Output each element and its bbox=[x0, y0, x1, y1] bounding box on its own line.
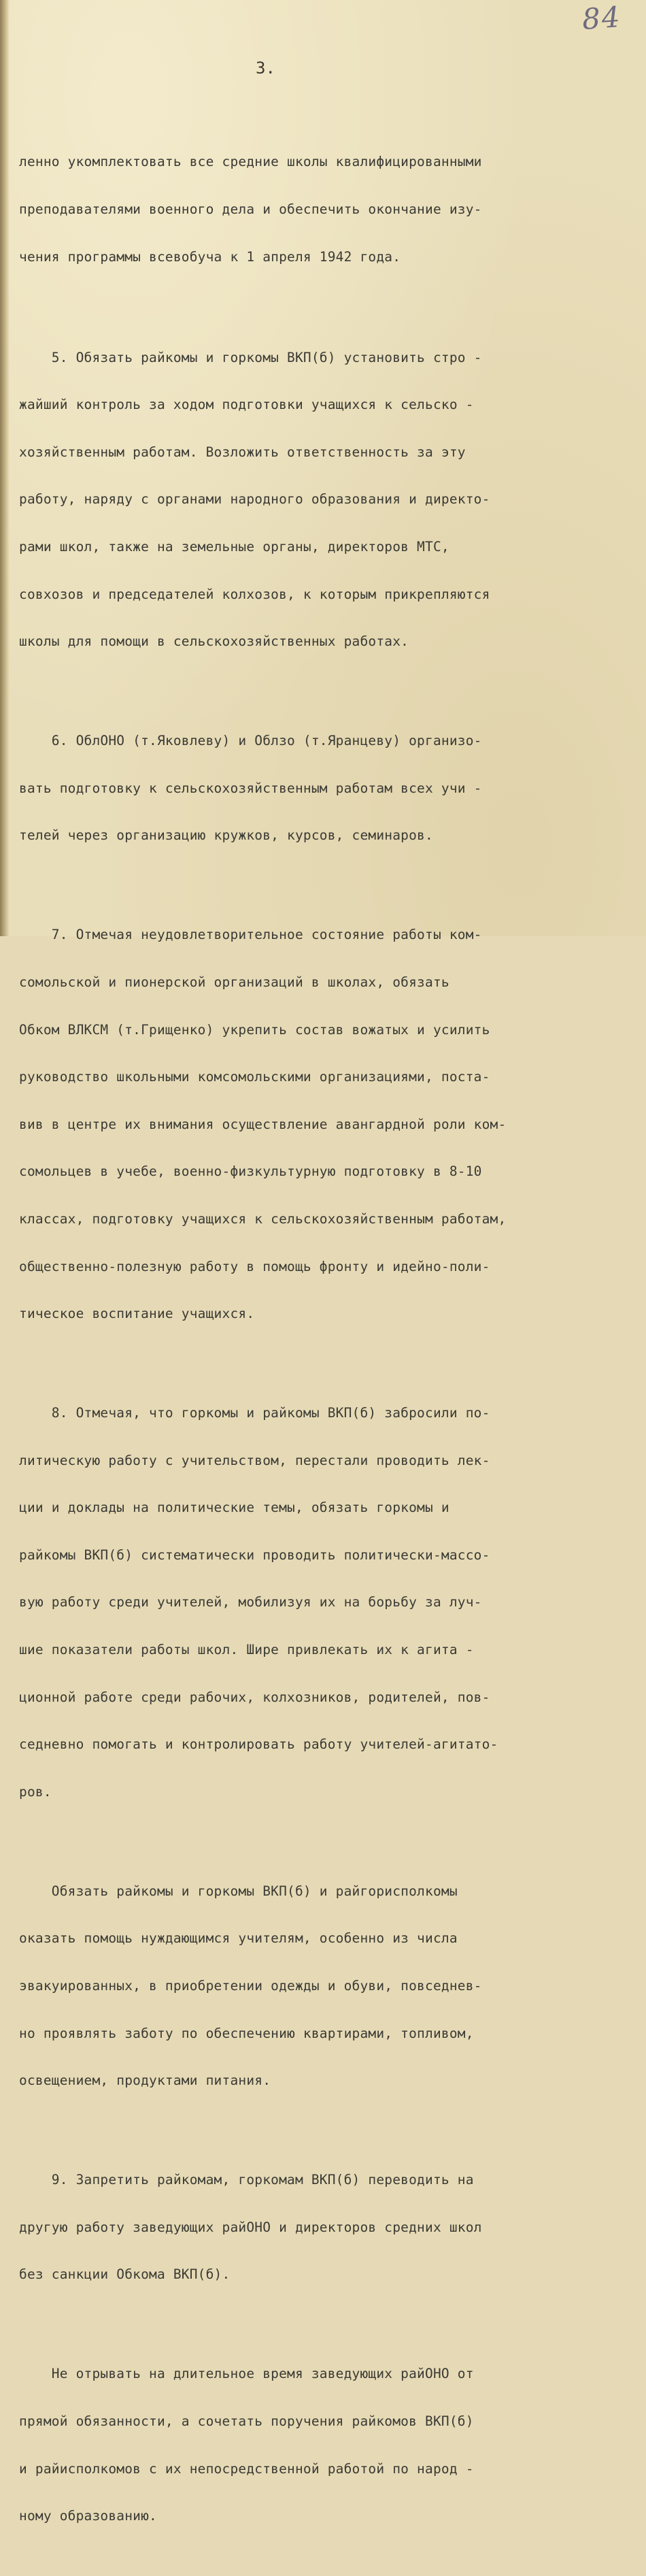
text-line: общественно-полезную работу в помощь фронту и идейно-поли- bbox=[19, 1258, 490, 1274]
text-line: телей через организацию кружков, курсов, семинаров. bbox=[19, 827, 433, 844]
text-line: оказать помощь нуждающимся учителям, особенно из числа bbox=[19, 1930, 458, 1947]
text-line: хозяйственным работам. Возложить ответственность за эту bbox=[19, 444, 466, 460]
paragraph-item-9 bbox=[19, 2141, 631, 2314]
text-line: тическое воспитание учащихся. bbox=[19, 1306, 255, 1322]
text-line: жайший контроль за ходом подготовки учащихся к сельско - bbox=[19, 397, 474, 413]
text-line: чения программы всевобуча к 1 апреля 1942 года. bbox=[19, 248, 401, 265]
text-line: руководство школьными комсомольскими организациями, поста- bbox=[19, 1069, 490, 1085]
paragraph-item-8 bbox=[19, 1374, 631, 1832]
text-line: прямой обязанности, а сочетать поручения райкомов ВКП(б) bbox=[19, 2413, 474, 2429]
text-line: ленно укомплектовать все средние школы квалифицированными bbox=[19, 154, 482, 170]
text-line: райкомы ВКП(б) систематически проводить политически-массо- bbox=[19, 1547, 490, 1563]
text-line: совхозов и председателей колхозов, к которым прикрепляются bbox=[19, 586, 490, 602]
paragraph-item-5 bbox=[19, 318, 631, 681]
text-line: без санкции Обкома ВКП(б). bbox=[19, 2266, 231, 2283]
paragraph-item-8-continued bbox=[19, 1851, 631, 2119]
text-line: рами школ, также на земельные органы, директоров МТС, bbox=[19, 538, 449, 555]
text-line: работу, наряду с органами народного образования и директо- bbox=[19, 491, 490, 508]
text-line: Не отрывать на длительное время заведующих райОНО от bbox=[19, 2366, 474, 2382]
text-line: и райисполкомов с их непосредственной работой по народ - bbox=[19, 2460, 474, 2477]
text-line: шие показатели работы школ. Шире привлекать их к агита - bbox=[19, 1642, 474, 1658]
text-line: ров. bbox=[19, 1783, 52, 1800]
text-line: другую работу заведующих райОНО и директоров средних школ bbox=[19, 2219, 482, 2235]
text-line: седневно помогать и контролировать работу учителей-агитато- bbox=[19, 1736, 498, 1753]
folio-number: 84 bbox=[581, 0, 623, 36]
page-binding-edge bbox=[0, 0, 10, 936]
text-line: 5. Обязать райкомы и горкомы ВКП(б) установить стро - bbox=[19, 349, 482, 365]
text-line: ционной работе среди рабочих, колхозников, родителей, пов- bbox=[19, 1689, 490, 1705]
document-body bbox=[19, 122, 631, 2576]
text-line: литическую работу с учительством, перестали проводить лек- bbox=[19, 1452, 490, 1468]
text-line: 6. ОблОНО (т.Яковлеву) и Облзо (т.Яранцеву) организо- bbox=[19, 733, 482, 749]
paragraph-item-7 bbox=[19, 895, 631, 1353]
text-line: 9. Запретить райкомам, горкомам ВКП(б) переводить на bbox=[19, 2172, 474, 2188]
paragraph-continuation bbox=[19, 122, 631, 296]
text-line: классах, подготовку учащихся к сельскохозяйственным работам, bbox=[19, 1210, 507, 1227]
text-line: ции и доклады на политические темы, обязать горкомы и bbox=[19, 1500, 449, 1516]
text-line: преподавателями военного дела и обеспечить окончание изу- bbox=[19, 201, 482, 217]
text-line: но проявлять заботу по обеспечению квартирами, топливом, bbox=[19, 2025, 474, 2041]
text-line: 7. Отмечая неудовлетворительное состояние работы ком- bbox=[19, 927, 482, 943]
text-line: освещением, продуктами питания. bbox=[19, 2073, 271, 2089]
text-line: Обком ВЛКСМ (т.Грищенко) укрепить состав вожатых и усилить bbox=[19, 1021, 490, 1038]
text-line: вать подготовку к сельскохозяйственным работам всех учи - bbox=[19, 780, 482, 796]
text-line: эвакуированных, в приобретении одежды и обуви, повседнев- bbox=[19, 1978, 482, 1994]
paragraph-item-6 bbox=[19, 701, 631, 875]
text-line: школы для помощи в сельскохозяйственных работах. bbox=[19, 633, 409, 650]
text-line: вую работу среди учителей, мобилизуя их на борьбу за луч- bbox=[19, 1594, 482, 1611]
text-line: сомольской и пионерской организаций в школах, обязать bbox=[19, 974, 449, 990]
paragraph-item-9-continued bbox=[19, 2334, 631, 2556]
text-line: сомольцев в учебе, военно-физкультурную подготовку в 8-10 bbox=[19, 1163, 482, 1180]
page-number: 3. bbox=[256, 59, 275, 78]
text-line: 8. Отмечая, что горкомы и райкомы ВКП(б) забросили по- bbox=[19, 1405, 490, 1421]
text-line: Обязать райкомы и горкомы ВКП(б) и райгорисполкомы bbox=[19, 1883, 458, 1899]
text-line: вив в центре их внимания осуществление авангардной роли ком- bbox=[19, 1116, 507, 1132]
text-line: ному образованию. bbox=[19, 2508, 157, 2524]
